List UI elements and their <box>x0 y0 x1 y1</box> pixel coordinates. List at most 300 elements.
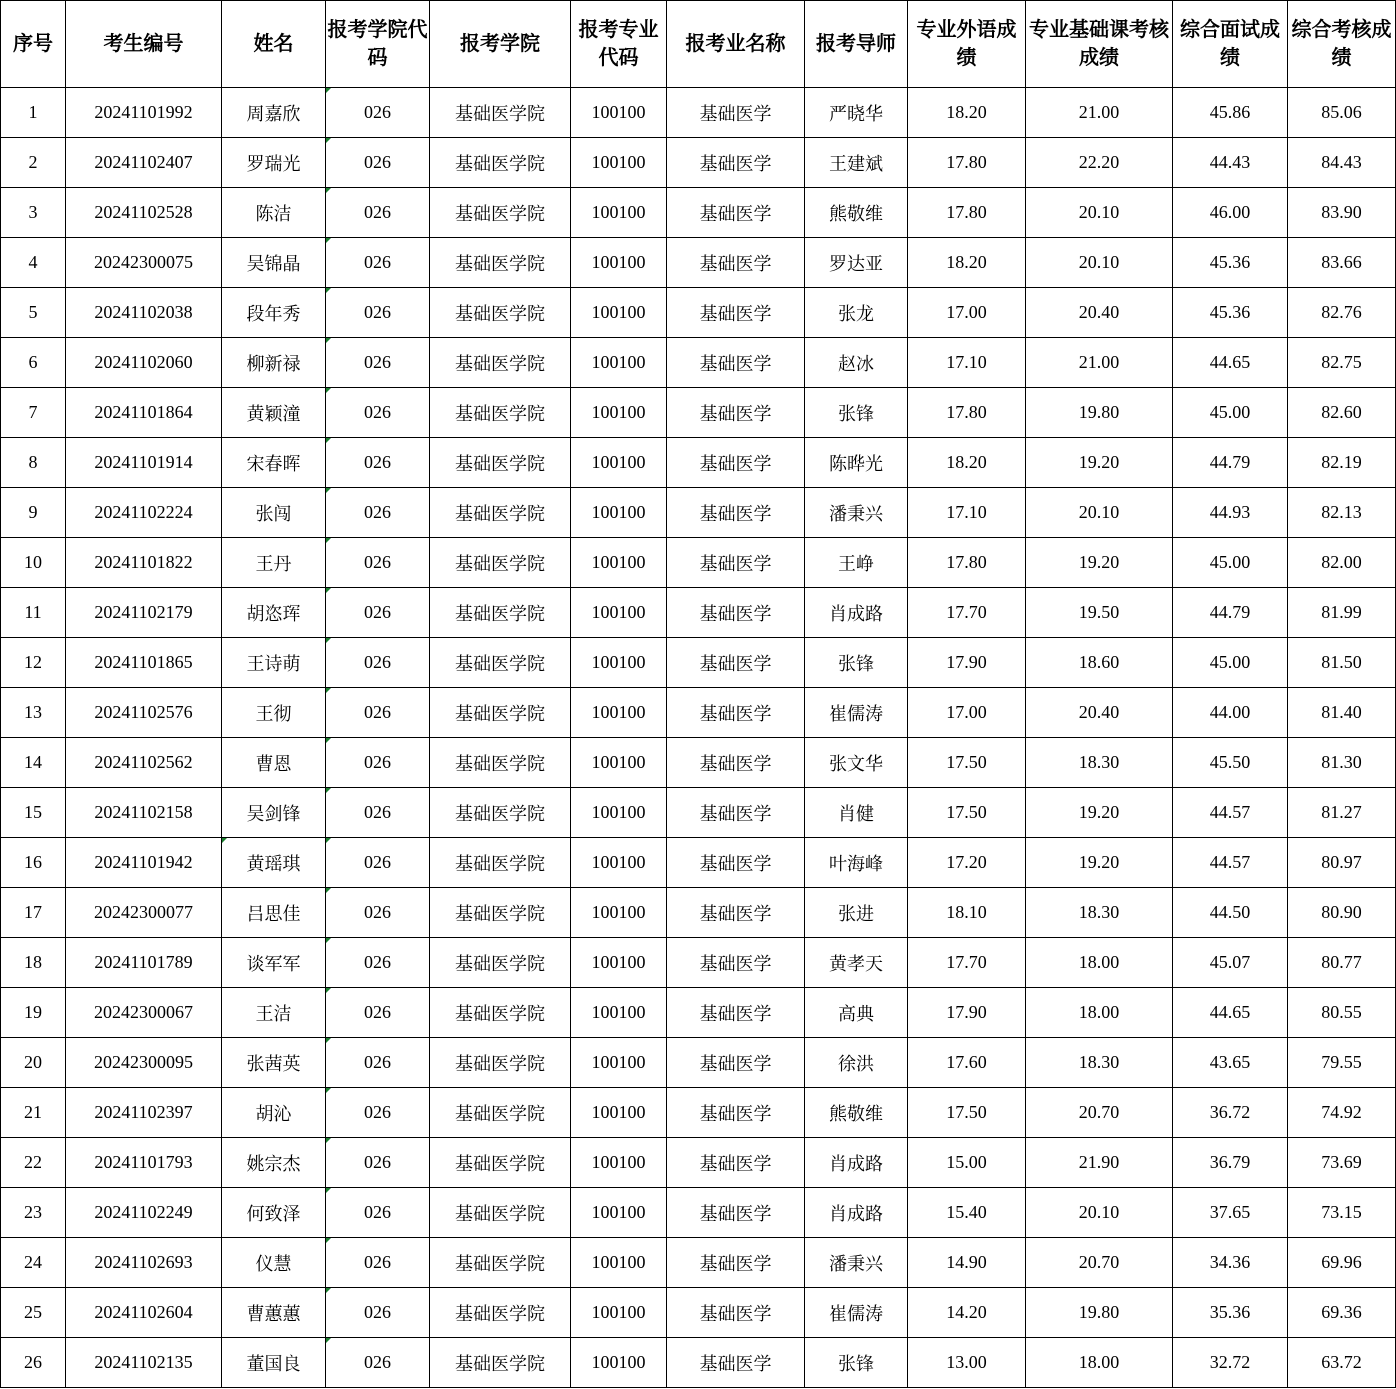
cell-supervisor: 肖成路 <box>805 588 908 638</box>
cell-foreign-language-score: 17.50 <box>908 788 1026 838</box>
cell-exam-id: 20241102576 <box>66 688 222 738</box>
cell-major-name: 基础医学 <box>667 688 805 738</box>
cell-supervisor: 崔儒涛 <box>805 688 908 738</box>
cell-basic-course-score: 20.70 <box>1026 1238 1173 1288</box>
cell-major-code: 100100 <box>571 1038 667 1088</box>
cell-supervisor: 肖健 <box>805 788 908 838</box>
cell-name: 罗瑞光 <box>222 138 326 188</box>
cell-college-code: 026 <box>326 638 430 688</box>
cell-college: 基础医学院 <box>430 638 571 688</box>
cell-major-code: 100100 <box>571 388 667 438</box>
cell-major-code: 100100 <box>571 538 667 588</box>
cell-major-code: 100100 <box>571 738 667 788</box>
cell-college: 基础医学院 <box>430 588 571 638</box>
cell-foreign-language-score: 17.70 <box>908 588 1026 638</box>
cell-major-code: 100100 <box>571 188 667 238</box>
cell-seq: 14 <box>1 738 66 788</box>
cell-basic-course-score: 22.20 <box>1026 138 1173 188</box>
table-row <box>1 738 1396 788</box>
cell-college: 基础医学院 <box>430 438 571 488</box>
cell-supervisor: 张进 <box>805 888 908 938</box>
cell-name: 吴锦晶 <box>222 238 326 288</box>
cell-college: 基础医学院 <box>430 988 571 1038</box>
cell-college-code: 026 <box>326 338 430 388</box>
cell-major-code: 100100 <box>571 288 667 338</box>
cell-interview-score: 36.72 <box>1173 1088 1288 1138</box>
cell-college: 基础医学院 <box>430 1288 571 1338</box>
cell-college-code: 026 <box>326 488 430 538</box>
cell-major-name: 基础医学 <box>667 538 805 588</box>
cell-college: 基础医学院 <box>430 1138 571 1188</box>
cell-seq: 12 <box>1 638 66 688</box>
cell-exam-id: 20241101793 <box>66 1138 222 1188</box>
cell-college: 基础医学院 <box>430 238 571 288</box>
cell-major-name: 基础医学 <box>667 838 805 888</box>
cell-total-score: 82.75 <box>1288 338 1396 388</box>
cell-basic-course-score: 18.00 <box>1026 988 1173 1038</box>
cell-interview-score: 45.36 <box>1173 238 1288 288</box>
cell-college: 基础医学院 <box>430 538 571 588</box>
cell-exam-id: 20242300077 <box>66 888 222 938</box>
cell-exam-id: 20241102179 <box>66 588 222 638</box>
header-college: 报考学院 <box>430 1 571 88</box>
cell-total-score: 81.40 <box>1288 688 1396 738</box>
cell-major-name: 基础医学 <box>667 1288 805 1338</box>
cell-supervisor: 徐洪 <box>805 1038 908 1088</box>
cell-major-name: 基础医学 <box>667 438 805 488</box>
table-row <box>1 338 1396 388</box>
cell-basic-course-score: 19.80 <box>1026 388 1173 438</box>
cell-college-code: 026 <box>326 838 430 888</box>
cell-exam-id: 20241102135 <box>66 1338 222 1388</box>
cell-exam-id: 20241102693 <box>66 1238 222 1288</box>
cell-foreign-language-score: 17.80 <box>908 188 1026 238</box>
cell-basic-course-score: 20.40 <box>1026 288 1173 338</box>
cell-seq: 4 <box>1 238 66 288</box>
cell-major-name: 基础医学 <box>667 638 805 688</box>
cell-name: 董国良 <box>222 1338 326 1388</box>
cell-supervisor: 肖成路 <box>805 1188 908 1238</box>
cell-total-score: 69.36 <box>1288 1288 1396 1338</box>
cell-supervisor: 张文华 <box>805 738 908 788</box>
table-row <box>1 1088 1396 1138</box>
cell-foreign-language-score: 17.80 <box>908 138 1026 188</box>
cell-foreign-language-score: 18.20 <box>908 88 1026 138</box>
table-row <box>1 488 1396 538</box>
cell-basic-course-score: 18.00 <box>1026 1338 1173 1388</box>
header-exam-id: 考生编号 <box>66 1 222 88</box>
cell-foreign-language-score: 17.70 <box>908 938 1026 988</box>
cell-major-name: 基础医学 <box>667 88 805 138</box>
table-body <box>1 88 1396 1388</box>
cell-college: 基础医学院 <box>430 88 571 138</box>
cell-major-code: 100100 <box>571 888 667 938</box>
table-row <box>1 788 1396 838</box>
cell-major-code: 100100 <box>571 88 667 138</box>
cell-major-code: 100100 <box>571 788 667 838</box>
cell-major-name: 基础医学 <box>667 488 805 538</box>
cell-name: 周嘉欣 <box>222 88 326 138</box>
cell-major-name: 基础医学 <box>667 388 805 438</box>
cell-major-name: 基础医学 <box>667 1238 805 1288</box>
cell-name: 仪慧 <box>222 1238 326 1288</box>
table-row <box>1 588 1396 638</box>
cell-name: 曹蕙蕙 <box>222 1288 326 1338</box>
cell-college: 基础医学院 <box>430 688 571 738</box>
cell-major-code: 100100 <box>571 238 667 288</box>
cell-seq: 5 <box>1 288 66 338</box>
cell-foreign-language-score: 15.00 <box>908 1138 1026 1188</box>
cell-college: 基础医学院 <box>430 288 571 338</box>
cell-name: 吕思佳 <box>222 888 326 938</box>
header-interview-score: 综合面试成绩 <box>1173 1 1288 88</box>
cell-major-code: 100100 <box>571 588 667 638</box>
cell-major-name: 基础医学 <box>667 588 805 638</box>
cell-exam-id: 20242300075 <box>66 238 222 288</box>
cell-foreign-language-score: 15.40 <box>908 1188 1026 1238</box>
header-supervisor: 报考导师 <box>805 1 908 88</box>
table-row <box>1 988 1396 1038</box>
table-row <box>1 1188 1396 1238</box>
cell-foreign-language-score: 14.90 <box>908 1238 1026 1288</box>
cell-foreign-language-score: 17.10 <box>908 338 1026 388</box>
cell-interview-score: 37.65 <box>1173 1188 1288 1238</box>
cell-interview-score: 44.00 <box>1173 688 1288 738</box>
cell-name: 黄颖潼 <box>222 388 326 438</box>
cell-exam-id: 20241101789 <box>66 938 222 988</box>
cell-foreign-language-score: 18.20 <box>908 438 1026 488</box>
cell-interview-score: 44.79 <box>1173 588 1288 638</box>
cell-major-name: 基础医学 <box>667 338 805 388</box>
cell-foreign-language-score: 17.80 <box>908 388 1026 438</box>
cell-basic-course-score: 19.20 <box>1026 838 1173 888</box>
cell-major-name: 基础医学 <box>667 1038 805 1088</box>
header-name: 姓名 <box>222 1 326 88</box>
cell-interview-score: 45.86 <box>1173 88 1288 138</box>
cell-supervisor: 叶海峰 <box>805 838 908 888</box>
cell-major-name: 基础医学 <box>667 1188 805 1238</box>
cell-total-score: 80.90 <box>1288 888 1396 938</box>
cell-college: 基础医学院 <box>430 888 571 938</box>
cell-basic-course-score: 18.30 <box>1026 888 1173 938</box>
cell-major-name: 基础医学 <box>667 188 805 238</box>
cell-college-code: 026 <box>326 1288 430 1338</box>
cell-college: 基础医学院 <box>430 1238 571 1288</box>
cell-supervisor: 高典 <box>805 988 908 1038</box>
cell-seq: 3 <box>1 188 66 238</box>
cell-college: 基础医学院 <box>430 188 571 238</box>
cell-total-score: 80.55 <box>1288 988 1396 1038</box>
cell-interview-score: 44.79 <box>1173 438 1288 488</box>
cell-major-name: 基础医学 <box>667 1138 805 1188</box>
cell-total-score: 80.97 <box>1288 838 1396 888</box>
cell-basic-course-score: 19.20 <box>1026 788 1173 838</box>
cell-basic-course-score: 20.10 <box>1026 488 1173 538</box>
cell-college-code: 026 <box>326 188 430 238</box>
cell-supervisor: 肖成路 <box>805 1138 908 1188</box>
cell-total-score: 82.60 <box>1288 388 1396 438</box>
cell-seq: 7 <box>1 388 66 438</box>
cell-seq: 23 <box>1 1188 66 1238</box>
cell-supervisor: 罗达亚 <box>805 238 908 288</box>
cell-total-score: 73.15 <box>1288 1188 1396 1238</box>
table-row <box>1 1238 1396 1288</box>
cell-foreign-language-score: 17.90 <box>908 988 1026 1038</box>
cell-major-name: 基础医学 <box>667 238 805 288</box>
cell-college-code: 026 <box>326 1038 430 1088</box>
cell-interview-score: 45.00 <box>1173 388 1288 438</box>
cell-college-code: 026 <box>326 288 430 338</box>
cell-college: 基础医学院 <box>430 338 571 388</box>
cell-seq: 1 <box>1 88 66 138</box>
cell-name: 姚宗杰 <box>222 1138 326 1188</box>
cell-major-code: 100100 <box>571 988 667 1038</box>
cell-major-code: 100100 <box>571 438 667 488</box>
cell-college-code: 026 <box>326 1238 430 1288</box>
cell-college: 基础医学院 <box>430 1088 571 1138</box>
cell-name: 陈洁 <box>222 188 326 238</box>
cell-supervisor: 潘秉兴 <box>805 488 908 538</box>
cell-basic-course-score: 20.10 <box>1026 238 1173 288</box>
cell-foreign-language-score: 17.20 <box>908 838 1026 888</box>
cell-basic-course-score: 20.40 <box>1026 688 1173 738</box>
cell-name: 王洁 <box>222 988 326 1038</box>
cell-college-code: 026 <box>326 538 430 588</box>
table-row <box>1 538 1396 588</box>
cell-name: 张闯 <box>222 488 326 538</box>
cell-total-score: 81.50 <box>1288 638 1396 688</box>
cell-major-name: 基础医学 <box>667 1088 805 1138</box>
cell-college-code: 026 <box>326 438 430 488</box>
cell-major-name: 基础医学 <box>667 888 805 938</box>
cell-interview-score: 32.72 <box>1173 1338 1288 1388</box>
cell-foreign-language-score: 17.00 <box>908 288 1026 338</box>
header-total-score: 综合考核成绩 <box>1288 1 1396 88</box>
cell-exam-id: 20242300067 <box>66 988 222 1038</box>
cell-name: 柳新禄 <box>222 338 326 388</box>
cell-basic-course-score: 19.80 <box>1026 1288 1173 1338</box>
cell-basic-course-score: 19.20 <box>1026 538 1173 588</box>
cell-seq: 8 <box>1 438 66 488</box>
cell-exam-id: 20241102060 <box>66 338 222 388</box>
cell-major-code: 100100 <box>571 1188 667 1238</box>
cell-college: 基础医学院 <box>430 138 571 188</box>
cell-exam-id: 20241101864 <box>66 388 222 438</box>
cell-major-code: 100100 <box>571 488 667 538</box>
cell-total-score: 73.69 <box>1288 1138 1396 1188</box>
cell-basic-course-score: 21.00 <box>1026 338 1173 388</box>
cell-seq: 10 <box>1 538 66 588</box>
cell-seq: 20 <box>1 1038 66 1088</box>
cell-total-score: 83.66 <box>1288 238 1396 288</box>
cell-total-score: 82.00 <box>1288 538 1396 588</box>
table-row <box>1 1038 1396 1088</box>
cell-interview-score: 35.36 <box>1173 1288 1288 1338</box>
cell-seq: 15 <box>1 788 66 838</box>
table-row <box>1 188 1396 238</box>
cell-basic-course-score: 21.00 <box>1026 88 1173 138</box>
table-row <box>1 888 1396 938</box>
cell-supervisor: 崔儒涛 <box>805 1288 908 1338</box>
cell-interview-score: 45.00 <box>1173 638 1288 688</box>
cell-total-score: 84.43 <box>1288 138 1396 188</box>
table-row <box>1 138 1396 188</box>
cell-supervisor: 严晓华 <box>805 88 908 138</box>
cell-supervisor: 王峥 <box>805 538 908 588</box>
cell-seq: 22 <box>1 1138 66 1188</box>
header-basic-course-score: 专业基础课考核成绩 <box>1026 1 1173 88</box>
cell-total-score: 82.19 <box>1288 438 1396 488</box>
cell-major-code: 100100 <box>571 1088 667 1138</box>
cell-college: 基础医学院 <box>430 938 571 988</box>
cell-major-name: 基础医学 <box>667 788 805 838</box>
table-row <box>1 1338 1396 1388</box>
cell-supervisor: 张锋 <box>805 1338 908 1388</box>
cell-foreign-language-score: 18.10 <box>908 888 1026 938</box>
cell-college-code: 026 <box>326 688 430 738</box>
cell-college-code: 026 <box>326 1338 430 1388</box>
cell-interview-score: 45.00 <box>1173 538 1288 588</box>
cell-basic-course-score: 20.10 <box>1026 1188 1173 1238</box>
cell-interview-score: 46.00 <box>1173 188 1288 238</box>
table-row <box>1 238 1396 288</box>
cell-supervisor: 王建斌 <box>805 138 908 188</box>
cell-interview-score: 44.57 <box>1173 788 1288 838</box>
cell-name: 张茜英 <box>222 1038 326 1088</box>
cell-college: 基础医学院 <box>430 488 571 538</box>
cell-name: 王诗萌 <box>222 638 326 688</box>
cell-foreign-language-score: 17.00 <box>908 688 1026 738</box>
cell-foreign-language-score: 17.80 <box>908 538 1026 588</box>
cell-major-name: 基础医学 <box>667 988 805 1038</box>
cell-college: 基础医学院 <box>430 738 571 788</box>
cell-college-code: 026 <box>326 238 430 288</box>
header-major-name: 报考业名称 <box>667 1 805 88</box>
cell-exam-id: 20241102397 <box>66 1088 222 1138</box>
cell-seq: 9 <box>1 488 66 538</box>
cell-basic-course-score: 18.60 <box>1026 638 1173 688</box>
cell-college: 基础医学院 <box>430 1038 571 1088</box>
cell-major-code: 100100 <box>571 688 667 738</box>
cell-seq: 26 <box>1 1338 66 1388</box>
cell-exam-id: 20241102528 <box>66 188 222 238</box>
cell-basic-course-score: 18.30 <box>1026 738 1173 788</box>
cell-basic-course-score: 20.10 <box>1026 188 1173 238</box>
cell-supervisor: 熊敬维 <box>805 188 908 238</box>
cell-supervisor: 熊敬维 <box>805 1088 908 1138</box>
cell-major-code: 100100 <box>571 1288 667 1338</box>
cell-major-code: 100100 <box>571 938 667 988</box>
cell-foreign-language-score: 17.50 <box>908 1088 1026 1138</box>
cell-supervisor: 黄孝天 <box>805 938 908 988</box>
cell-total-score: 81.99 <box>1288 588 1396 638</box>
cell-foreign-language-score: 14.20 <box>908 1288 1026 1338</box>
cell-interview-score: 45.07 <box>1173 938 1288 988</box>
cell-exam-id: 20241101822 <box>66 538 222 588</box>
cell-total-score: 79.55 <box>1288 1038 1396 1088</box>
cell-foreign-language-score: 17.10 <box>908 488 1026 538</box>
cell-exam-id: 20241102158 <box>66 788 222 838</box>
cell-exam-id: 20241102604 <box>66 1288 222 1338</box>
cell-college: 基础医学院 <box>430 1188 571 1238</box>
cell-exam-id: 20241101992 <box>66 88 222 138</box>
cell-seq: 2 <box>1 138 66 188</box>
cell-seq: 13 <box>1 688 66 738</box>
table-row <box>1 438 1396 488</box>
cell-supervisor: 张锋 <box>805 638 908 688</box>
cell-basic-course-score: 18.30 <box>1026 1038 1173 1088</box>
cell-total-score: 81.30 <box>1288 738 1396 788</box>
cell-seq: 25 <box>1 1288 66 1338</box>
cell-name: 王彻 <box>222 688 326 738</box>
cell-college-code: 026 <box>326 1138 430 1188</box>
table-row <box>1 288 1396 338</box>
cell-college-code: 026 <box>326 1188 430 1238</box>
cell-college-code: 026 <box>326 138 430 188</box>
cell-foreign-language-score: 17.60 <box>908 1038 1026 1088</box>
cell-name: 吴剑锋 <box>222 788 326 838</box>
table-header <box>1 1 1396 88</box>
cell-college-code: 026 <box>326 1088 430 1138</box>
cell-basic-course-score: 19.50 <box>1026 588 1173 638</box>
cell-college: 基础医学院 <box>430 1338 571 1388</box>
cell-major-code: 100100 <box>571 838 667 888</box>
cell-major-name: 基础医学 <box>667 938 805 988</box>
cell-total-score: 74.92 <box>1288 1088 1396 1138</box>
cell-interview-score: 44.57 <box>1173 838 1288 888</box>
cell-name: 何致泽 <box>222 1188 326 1238</box>
cell-seq: 11 <box>1 588 66 638</box>
cell-major-code: 100100 <box>571 1338 667 1388</box>
cell-interview-score: 36.79 <box>1173 1138 1288 1188</box>
table-row <box>1 1288 1396 1338</box>
cell-interview-score: 44.65 <box>1173 338 1288 388</box>
cell-name: 胡恣珲 <box>222 588 326 638</box>
cell-basic-course-score: 20.70 <box>1026 1088 1173 1138</box>
cell-seq: 19 <box>1 988 66 1038</box>
cell-major-name: 基础医学 <box>667 138 805 188</box>
cell-exam-id: 20241101865 <box>66 638 222 688</box>
cell-college-code: 026 <box>326 888 430 938</box>
cell-major-code: 100100 <box>571 138 667 188</box>
cell-college-code: 026 <box>326 388 430 438</box>
cell-major-name: 基础医学 <box>667 738 805 788</box>
cell-name: 宋春晖 <box>222 438 326 488</box>
cell-college: 基础医学院 <box>430 788 571 838</box>
cell-total-score: 81.27 <box>1288 788 1396 838</box>
cell-total-score: 82.13 <box>1288 488 1396 538</box>
cell-name: 黄瑶琪 <box>222 838 326 888</box>
cell-basic-course-score: 18.00 <box>1026 938 1173 988</box>
cell-major-name: 基础医学 <box>667 288 805 338</box>
cell-total-score: 69.96 <box>1288 1238 1396 1288</box>
cell-exam-id: 20241101942 <box>66 838 222 888</box>
cell-supervisor: 赵冰 <box>805 338 908 388</box>
cell-basic-course-score: 19.20 <box>1026 438 1173 488</box>
cell-college: 基础医学院 <box>430 838 571 888</box>
cell-interview-score: 45.50 <box>1173 738 1288 788</box>
header-foreign-language-score: 专业外语成绩 <box>908 1 1026 88</box>
table-row <box>1 688 1396 738</box>
header-seq: 序号 <box>1 1 66 88</box>
cell-seq: 16 <box>1 838 66 888</box>
cell-seq: 17 <box>1 888 66 938</box>
cell-major-code: 100100 <box>571 638 667 688</box>
header-college-code: 报考学院代码 <box>326 1 430 88</box>
cell-college-code: 026 <box>326 938 430 988</box>
table-row <box>1 938 1396 988</box>
cell-supervisor: 陈晔光 <box>805 438 908 488</box>
